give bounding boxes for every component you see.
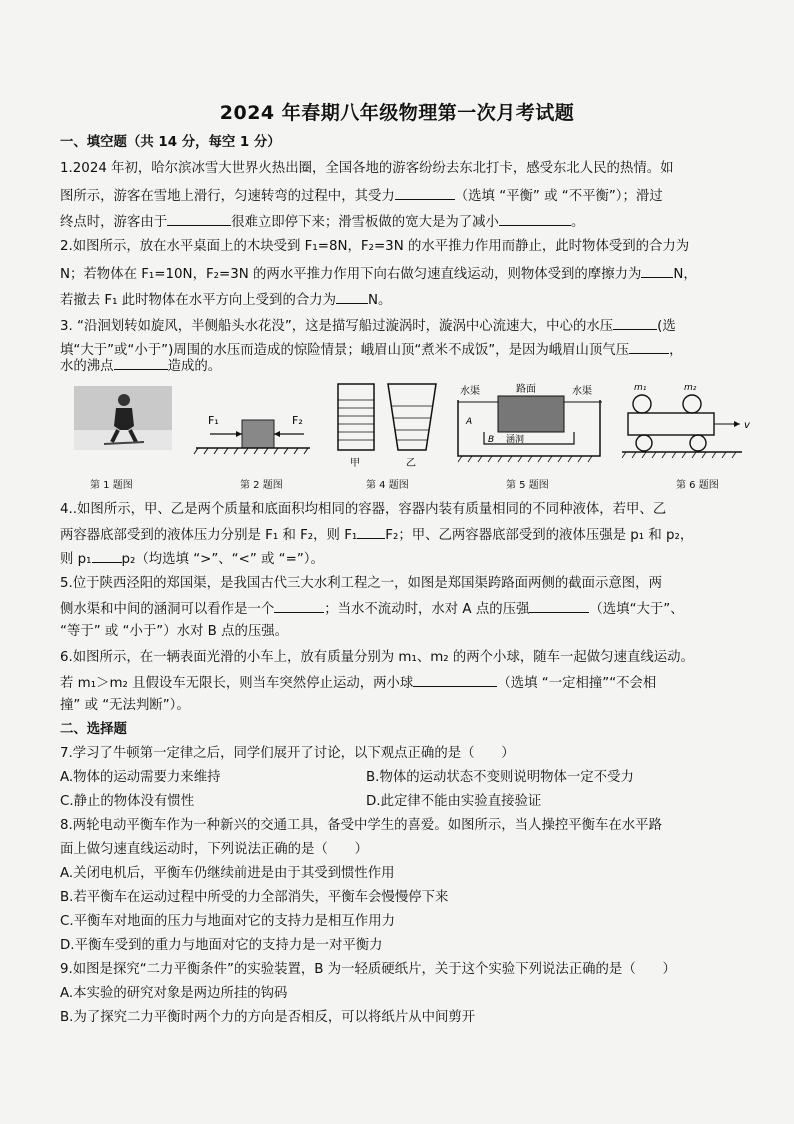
q8-stem-line2: 面上做匀速直线运动时，下列说法正确的是（ ）: [60, 842, 368, 857]
figure-2-block: [192, 408, 312, 464]
q9-stem: 9.如图是探究“二力平衡条件”的实验装置，B 为一轻质硬纸片，关于这个实验下列说法正确的是（ ）: [60, 962, 676, 977]
q2-text: 若撤去 F₁ 此时物体在水平方向上受到的合力为: [60, 293, 337, 308]
answer-blank[interactable]: [529, 598, 589, 613]
q4-text: 则 p₁: [60, 552, 92, 567]
liquid-lines: [391, 406, 433, 440]
q1-text: 终点时，游客由于: [60, 215, 168, 230]
q7-option-a: A.物体的运动需要力来维持: [60, 770, 221, 785]
figure-4-caption: 第 4 题图: [366, 480, 409, 491]
figure-5-caption: 第 5 题图: [506, 480, 549, 491]
q4-text: 两容器底部受到的液体压力分别是 F₁ 和 F₂，则 F₁: [60, 528, 358, 543]
q5-line3: “等于” 或 “小于”）水对 B 点的压强。: [60, 624, 289, 639]
label-f1: F₁: [208, 414, 219, 427]
q8-option-d: D.平衡车受到的重力与地面对它的支持力是一对平衡力: [60, 938, 383, 953]
q8-option-a: A.关闭电机后，平衡车仍继续前进是由于其受到惯性作用: [60, 866, 395, 881]
q7-option-d: D.此定律不能由实验直接验证: [366, 794, 542, 809]
figure-1-skier: [74, 386, 172, 450]
q3-text: (选: [657, 319, 676, 334]
label-left-canal: 水渠: [460, 386, 480, 397]
q9-option-b: B.为了探究二力平衡时两个力的方向是否相反，可以将纸片从中间剪开: [60, 1010, 476, 1025]
answer-blank[interactable]: [274, 598, 324, 613]
answer-blank[interactable]: [167, 211, 231, 226]
section-heading-fill-blank: 一、填空题（共 14 分，每空 1 分）: [60, 135, 281, 150]
figure-4-containers: [332, 380, 442, 470]
section-heading-choice: 二、选择题: [60, 722, 127, 737]
q3-text: 水的沸点: [60, 359, 114, 374]
label-point-a: A: [466, 417, 473, 427]
q6-line2: [60, 672, 772, 694]
q2-text: N。: [368, 293, 392, 308]
answer-blank[interactable]: [613, 315, 657, 330]
answer-blank[interactable]: [336, 289, 368, 304]
answer-blank[interactable]: [499, 211, 571, 226]
liquid-lines: [338, 400, 374, 440]
q5-text: 侧水渠和中间的涵洞可以看作是一个: [60, 602, 275, 617]
answer-blank[interactable]: [395, 185, 455, 200]
answer-blank[interactable]: [629, 339, 669, 354]
q3-text: 造成的。: [167, 359, 222, 374]
label-m2: m₂: [684, 383, 697, 393]
cart-body: [628, 413, 714, 435]
q8-stem-line1: 8.两轮电动平衡车作为一种新兴的交通工具，备受中学生的喜爱。如图所示，当人操控平衡车在水平路: [60, 818, 662, 833]
label-right-canal: 水渠: [572, 386, 592, 397]
figure-5-canal: [454, 380, 604, 472]
road-block: [498, 396, 564, 432]
q5-text: ；当水不流动时，水对 A 点的压强: [324, 602, 530, 617]
q2-text: N，: [673, 267, 697, 282]
q1-text: 。: [570, 215, 585, 230]
q2-text: N；若物体在 F₁=10N，F₂=3N 的两水平推力作用下向右做匀速直线运动，则物体受到的摩擦力为: [60, 267, 642, 282]
arrow-head-icon: [274, 431, 280, 437]
wheel-icon: [690, 435, 706, 451]
q1-text: 很难立即停下来；滑雪板做的宽大是为了减小: [231, 215, 499, 230]
wooden-block: [242, 420, 274, 448]
label-road: 路面: [516, 384, 536, 395]
q2-line2: [60, 263, 772, 285]
q6-line3: 撞” 或 “无法判断”）。: [60, 698, 190, 713]
q2-line1: 2.如图所示，放在水平桌面上的木块受到 F₁=8N，F₂=3N 的水平推力作用而静止，此时物体受到的合力为: [60, 239, 690, 254]
q2-line3: [60, 289, 772, 311]
q7-option-b: B.物体的运动状态不变则说明物体一定不受力: [366, 770, 634, 785]
q1-line2: [60, 185, 772, 207]
q8-option-b: B.若平衡车在运动过程中所受的力全部消失，平衡车会慢慢停下来: [60, 890, 449, 905]
q5-text: （选填“大于”、: [589, 602, 684, 617]
q7-stem: 7.学习了牛顿第一定律之后，同学们展开了讨论，以下观点正确的是（ ）: [60, 746, 515, 761]
answer-blank[interactable]: [92, 548, 122, 563]
q1-line1: 1.2024 年初，哈尔滨冰雪大世界火热出圈，全国各地的游客纷纷去东北打卡，感受东北人民的热情。如: [60, 161, 674, 176]
label-v: v: [744, 420, 750, 431]
arrow-head-icon: [734, 421, 740, 427]
q3-line1: [60, 315, 772, 337]
label-yi: 乙: [406, 458, 416, 469]
label-m1: m₁: [634, 383, 647, 393]
q4-text: p₂（均选填 “>”、“<” 或 “=”）。: [121, 552, 324, 567]
figure-row: [74, 380, 774, 491]
answer-blank[interactable]: [357, 524, 385, 539]
label-jia: 甲: [350, 458, 360, 469]
q3-text: 填“大于”或“小于”)周围的水压而造成的惊险情景；峨眉山顶“煮米不成饭”，是因为峨眉山顶气压: [60, 343, 630, 358]
q3-text: 3. “沿洄划转如旋风，半侧船头水花没”，这是描写船过漩涡时，漩涡中心流速大，中心的水压: [60, 319, 614, 334]
figure-2-caption: 第 2 题图: [240, 480, 283, 491]
wheel-icon: [636, 435, 652, 451]
q1-text: 图所示，游客在雪地上滑行，匀速转弯的过程中，其受力: [60, 189, 395, 204]
ball-m1: [633, 395, 651, 413]
arrow-head-icon: [236, 431, 242, 437]
q4-line2: [60, 524, 772, 546]
figure-1-caption: 第 1 题图: [90, 480, 133, 491]
q5-line1: 5.位于陕西泾阳的郑国渠，是我国古代三大水利工程之一，如图是郑国渠跨路面两侧的截面示意图，两: [60, 576, 662, 591]
q9-option-a: A.本实验的研究对象是两边所挂的钩码: [60, 986, 288, 1001]
ground-hatch: [622, 452, 736, 458]
q4-line3: [60, 548, 772, 570]
q4-text: F₂；甲、乙两容器底部受到的液体压强是 p₁ 和 p₂，: [385, 528, 694, 543]
label-point-b: B: [488, 435, 495, 445]
q1-text: （选填 “平衡” 或 “不平衡”）；滑过: [454, 189, 663, 204]
q7-option-c: C.静止的物体没有惯性: [60, 794, 195, 809]
answer-blank[interactable]: [114, 355, 168, 370]
answer-blank[interactable]: [641, 263, 673, 278]
q8-option-c: C.平衡车对地面的压力与地面对它的支持力是相互作用力: [60, 914, 395, 929]
q3-text: ，: [669, 343, 683, 358]
figure-6-cart: [622, 380, 772, 472]
skier-photo-icon: [74, 386, 172, 450]
answer-blank[interactable]: [413, 672, 497, 687]
ground-hatch: [194, 448, 308, 454]
culvert-pipe: [484, 432, 574, 444]
label-f2: F₂: [292, 414, 303, 427]
q6-text: （选填 “一定相撞”“不会相: [497, 676, 657, 691]
q5-line2: [60, 598, 772, 620]
q6-line1: 6.如图所示，在一辆表面光滑的小车上，放有质量分别为 m₁、m₂ 的两个小球，随车一起做匀速直线运动。: [60, 650, 694, 665]
figure-6-caption: 第 6 题图: [676, 480, 719, 491]
label-culvert: 涵洞: [506, 435, 525, 445]
q4-line1: 4..如图所示，甲、乙是两个质量和底面积均相同的容器，容器内装有质量相同的不同种液体，若甲、乙: [60, 502, 667, 517]
q6-text: 若 m₁＞m₂ 且假设车无限长，则当车突然停止运动，两小球: [60, 676, 414, 691]
ground-hatch: [458, 456, 592, 462]
q1-line3: [60, 211, 772, 233]
ball-m2: [683, 395, 701, 413]
q3-line3: [60, 355, 772, 377]
page-title: 2024 年春期八年级物理第一次月考试题: [219, 102, 575, 124]
